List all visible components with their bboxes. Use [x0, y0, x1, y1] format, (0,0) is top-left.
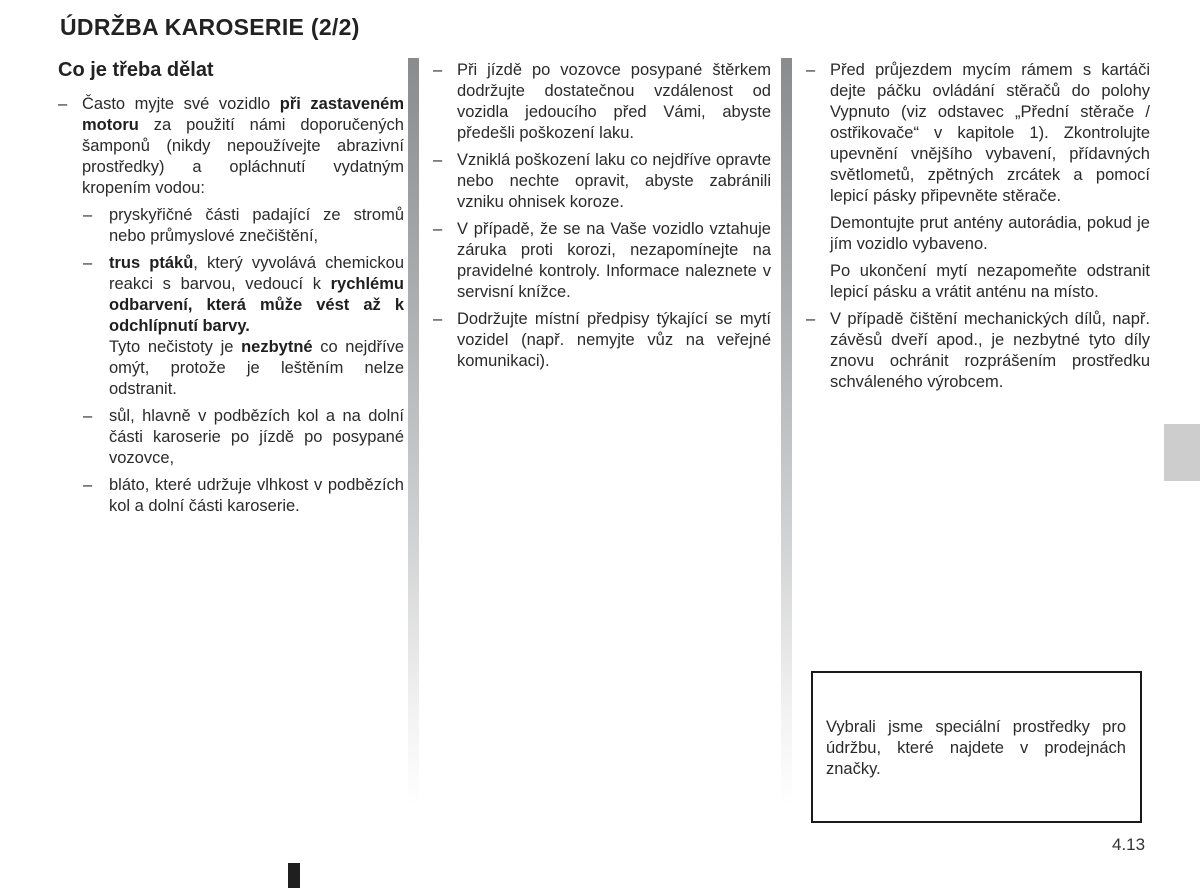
list-item — [58, 406, 404, 469]
list-item-text: bláto, které udržuje vlhkost v podbězích kol a dolní části karoserie. — [109, 476, 404, 515]
column-right — [806, 60, 1150, 399]
bullet-dash: – — [433, 151, 443, 169]
print-registration-mark — [288, 863, 300, 888]
note-box — [811, 671, 1142, 823]
bullet-list-left — [58, 94, 404, 517]
list-item — [806, 261, 1150, 303]
list-item — [58, 94, 404, 199]
column-middle — [433, 60, 771, 378]
column-divider-right — [781, 58, 792, 806]
list-item — [806, 213, 1150, 255]
bullet-dash: – — [58, 95, 68, 113]
list-item — [58, 205, 404, 247]
list-item — [433, 60, 771, 144]
list-item-text: V případě, že se na Vaše vozidlo vztahuje záruka proti korozi, nezapomínejte na pravidelné kontroly. Informace naleznete v servisní knížce. — [457, 220, 771, 301]
list-item-text: pryskyřičné části padající ze stromů nebo průmyslové znečištění, — [109, 206, 404, 245]
list-item-text: Vzniklá poškození laku co nejdříve opravte nebo nechte opravit, abyste zabránili vzniku ohnisek koroze. — [457, 151, 771, 211]
list-item-text: Demontujte prut antény autorádia, pokud je jím vozidlo vybaveno. — [830, 214, 1150, 253]
list-item — [58, 475, 404, 517]
bullet-dash: – — [83, 206, 93, 224]
list-item-text: Dodržujte místní předpisy týkající se mytí vozidel (např. nemyjte vůz na veřejné komunikaci). — [457, 310, 771, 370]
column-divider-left — [408, 58, 419, 806]
list-item — [58, 253, 404, 400]
bullet-list-middle — [433, 60, 771, 372]
bullet-list-right — [806, 60, 1150, 393]
bullet-dash: – — [433, 220, 443, 238]
list-item — [433, 309, 771, 372]
bullet-dash: – — [83, 254, 93, 272]
list-item-text: trus ptáků, který vyvolává chemickou reakci s barvou, vedoucí k rychlému odbarvení, která může vést až k odchlípnutí barvy. Tyto nečistoty je nezbytné co nejdříve omýt, protože je leštěním nelze odstranit. — [109, 254, 405, 398]
list-item — [433, 219, 771, 303]
list-item-text: V případě čištění mechanických dílů, např. závěsů dveří apod., je nezbytné tyto díly znovu ochránit rozprášením prostředku schváleného výrobcem. — [830, 310, 1150, 391]
list-item-text: Při jízdě po vozovce posypané štěrkem dodržujte dostatečnou vzdálenost od vozidla jedoucího před Vámi, abyste předešli poškození laku. — [457, 61, 771, 142]
section-heading: Co je třeba dělat — [58, 59, 214, 81]
bullet-dash-empty — [806, 213, 830, 255]
list-item — [433, 150, 771, 213]
list-item-text: Často myjte své vozidlo při zastaveném motoru za použití námi doporučených šamponů (nikdy nepoužívejte abrazivní prostředky) a opláchnutí vydatným kropením vodou: — [82, 95, 404, 197]
bullet-dash: – — [83, 407, 93, 425]
bullet-dash-empty — [806, 261, 830, 303]
page-number: 4.13 — [1112, 835, 1146, 854]
bullet-dash: – — [433, 310, 443, 328]
note-text: Vybrali jsme speciální prostředky pro údržbu, které najdete v prodejnách značky. — [826, 718, 1126, 778]
list-item — [806, 309, 1150, 393]
page-title: ÚDRŽBA KAROSERIE (2/2) — [60, 14, 360, 40]
bullet-dash: – — [806, 61, 816, 79]
bullet-dash: – — [433, 61, 443, 79]
list-item-text: Před průjezdem mycím rámem s kartáči dejte páčku ovládání stěračů do polohy Vypnuto (viz odstavec „Přední stěrače / ostřikovače“ v kapitole 1). Zkontrolujte upevnění vnějšího vybavení, přídavných světlometů, zpětných zrcátek a pomocí lepicí pásky připevněte stěrače. — [830, 61, 1150, 205]
bullet-dash: – — [83, 476, 93, 494]
list-item-text: Po ukončení mytí nezapomeňte odstranit lepicí pásku a vrátit anténu na místo. — [830, 262, 1150, 301]
list-item-text: sůl, hlavně v podbězích kol a na dolní části karoserie po jízdě po posypané vozovce, — [109, 407, 404, 467]
bullet-dash: – — [806, 310, 816, 328]
column-left — [58, 60, 404, 523]
chapter-side-tab — [1164, 424, 1200, 481]
list-item — [806, 60, 1150, 207]
